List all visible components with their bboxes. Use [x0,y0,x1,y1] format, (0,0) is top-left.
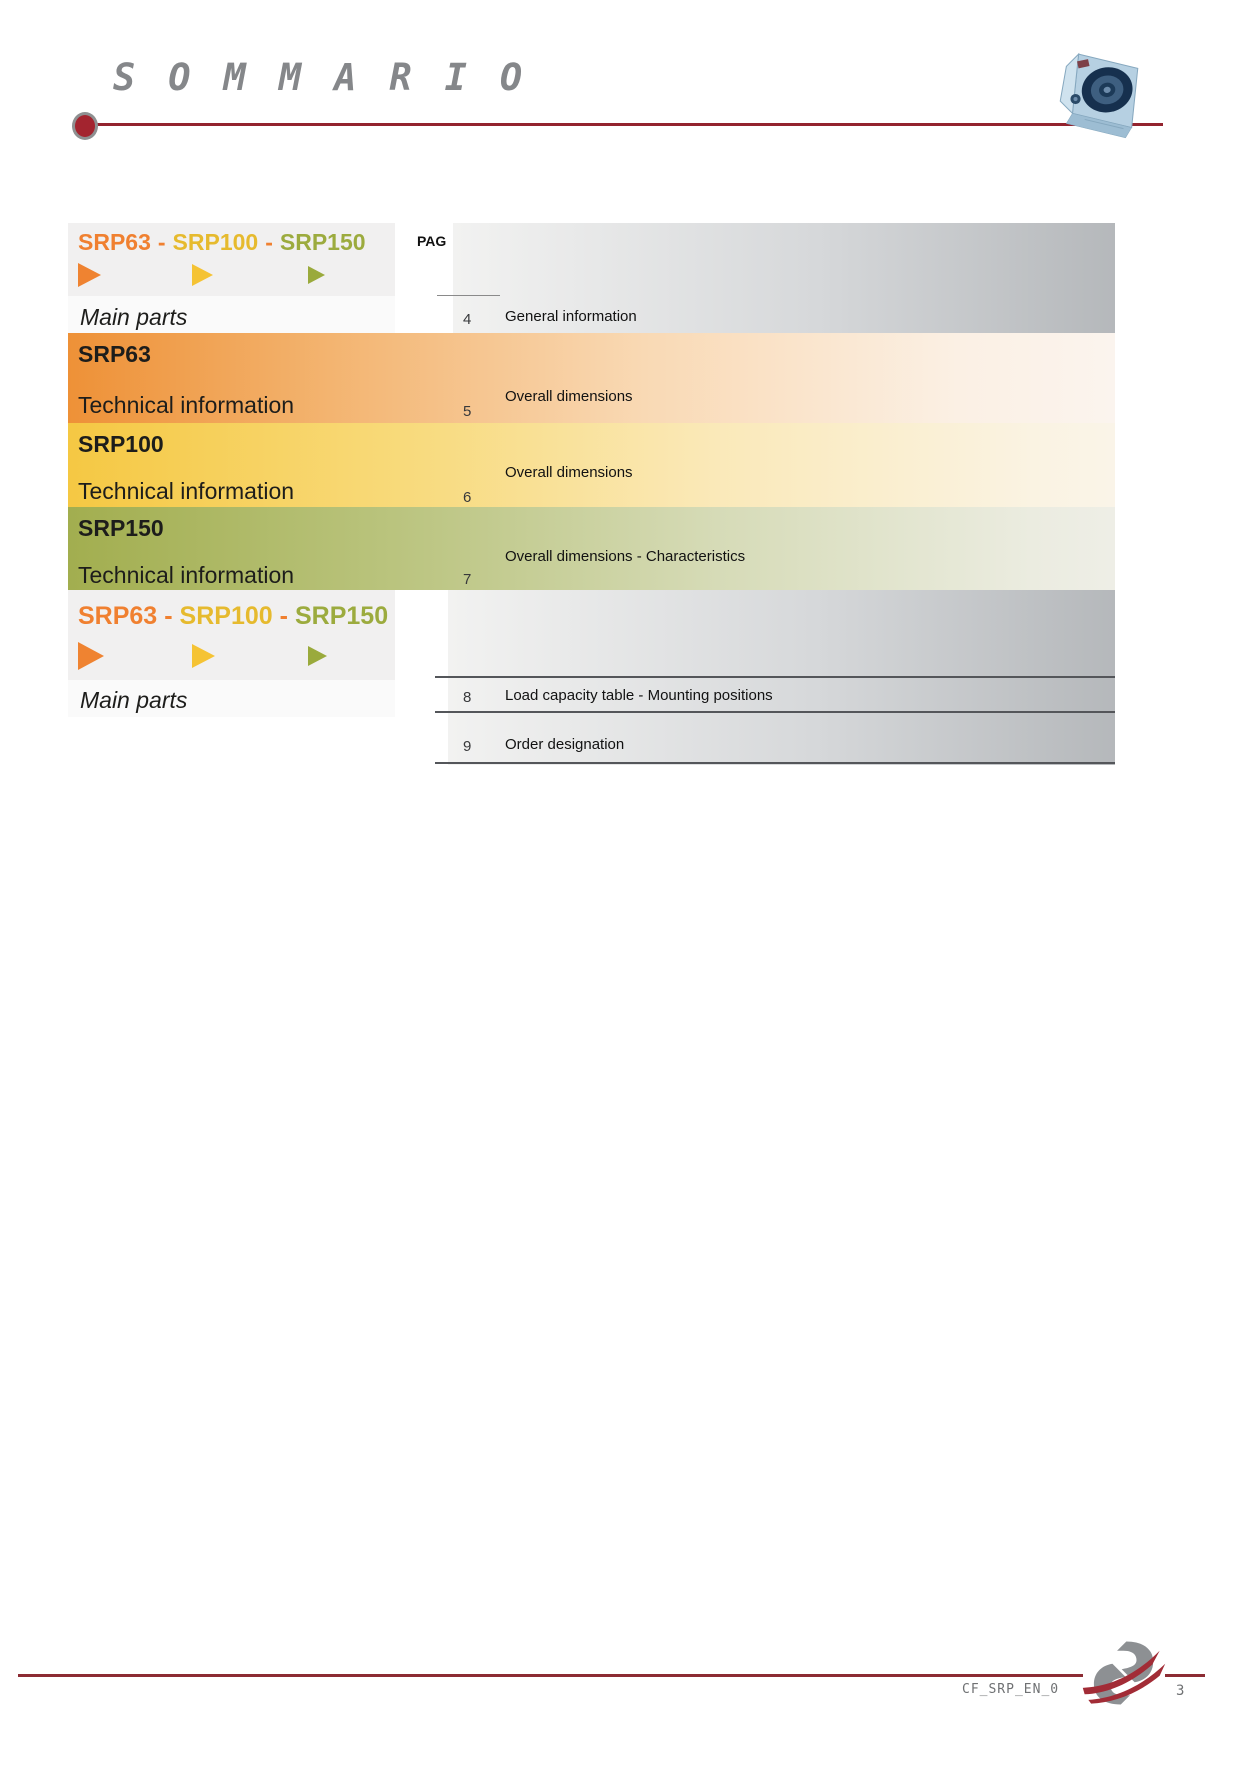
series-srp63-label: SRP63 [78,602,158,630]
row-divider-line [435,711,1115,713]
row-divider-line [435,762,1115,764]
series-srp150-label: SRP150 [295,602,389,630]
triangle-orange-icon [78,642,104,670]
product-name-srp150: SRP150 [78,515,164,541]
series-srp63-label: SRP63 [78,229,151,255]
document-code: CF_SRP_EN_0 [962,1682,1060,1697]
triangle-green-icon [308,646,327,666]
product-name-srp100: SRP100 [78,431,164,457]
header-dot-icon [72,112,98,140]
pag-column-header: PAG [417,233,447,249]
toc-page-number: 4 [463,311,472,328]
toc-entry-overall-dimensions-srp63: Overall dimensions [505,388,633,405]
footer-rule [18,1674,1083,1677]
series-heading-1 [78,229,366,256]
footer-rule [1165,1674,1205,1677]
toc-page-number: 6 [463,489,472,506]
series-separator: - [279,602,288,630]
page-number: 3 [1176,1683,1185,1699]
series-srp100-label: SRP100 [179,602,273,630]
toc-entry-overall-dimensions-characteristics: Overall dimensions - Characteristics [505,548,746,565]
triangle-yellow-icon [192,644,215,668]
toc-label-technical-information-srp150: Technical information [78,562,295,588]
series-srp150-label: SRP150 [279,229,366,255]
series-separator: - [265,229,273,255]
toc-entry-general-information: General information [505,308,637,325]
toc-page-number: 9 [463,738,472,755]
company-logo [1080,1638,1168,1708]
series-separator: - [164,602,173,630]
series-separator: - [157,229,166,255]
triangle-yellow-icon [192,264,213,286]
toc-page-number: 8 [463,689,472,706]
toc-entry-load-capacity-table: Load capacity table - Mounting positions [505,687,773,704]
toc-page-number: 5 [463,403,472,420]
header-rule [85,123,1163,126]
triangle-orange-icon [78,263,101,287]
toc-page-number: 7 [463,571,472,588]
page-title: SOMMARIO [113,56,556,99]
row-divider-line [435,676,1115,678]
product-photo-rotary-table [1048,48,1150,146]
toc-entry-overall-dimensions-srp100: Overall dimensions [505,464,633,481]
series-heading-2 [78,602,388,631]
toc-label-technical-information-srp63: Technical information [78,392,295,418]
toc-entry-order-designation: Order designation [505,736,625,753]
pag-divider-line [437,295,500,296]
triangle-green-icon [308,266,325,284]
toc-label-main-parts-1: Main parts [80,304,188,330]
toc-label-main-parts-2: Main parts [80,687,188,713]
series-srp100-label: SRP100 [172,229,259,255]
toc-label-technical-information-srp100: Technical information [78,478,295,504]
product-name-srp63: SRP63 [78,341,151,367]
